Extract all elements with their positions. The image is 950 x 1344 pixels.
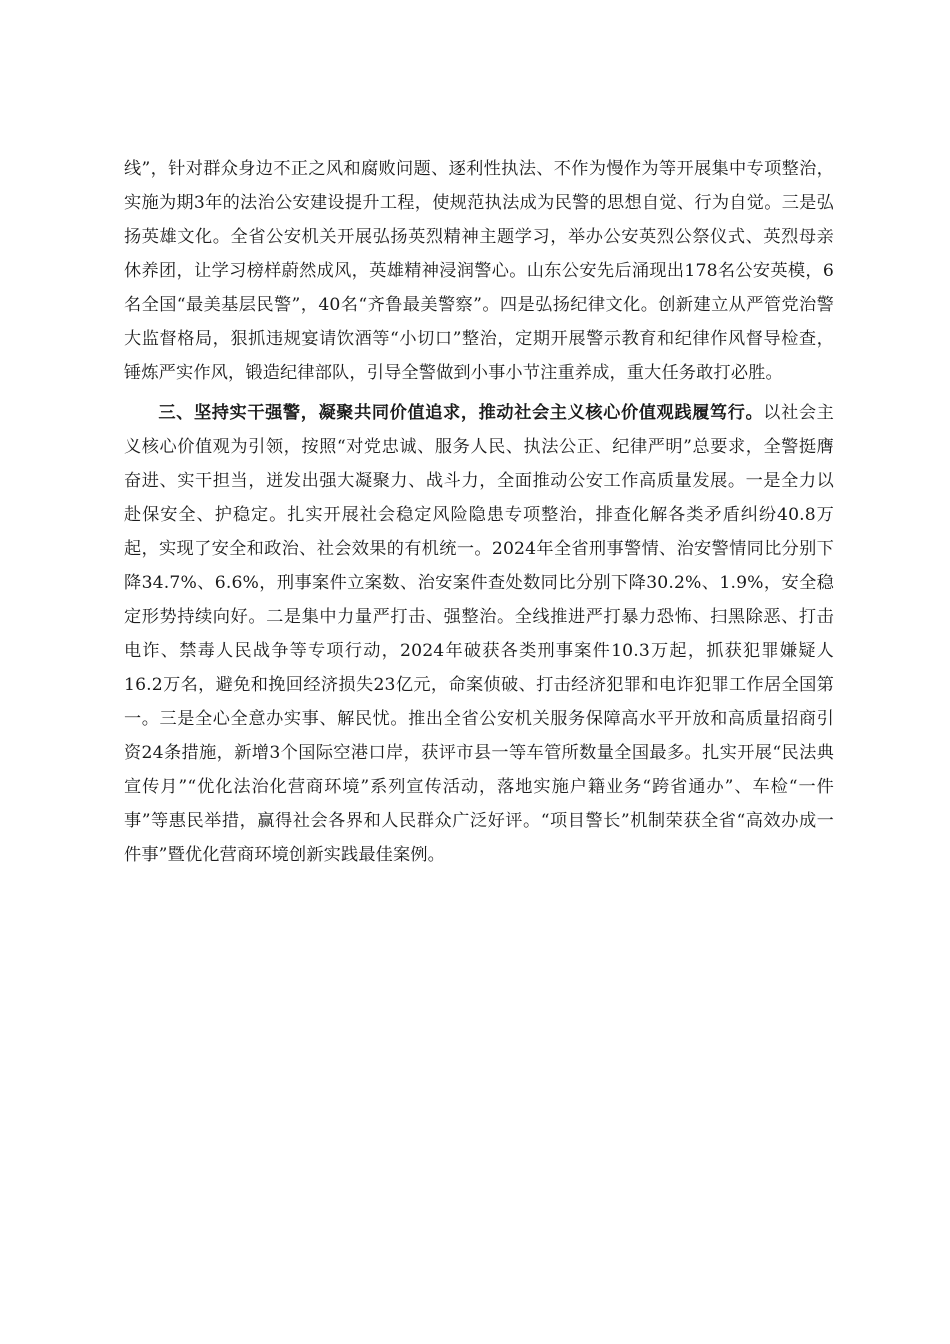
section-heading: 三、坚持实干强警，凝聚共同价值追求，推动社会主义核心价值观践履笃行。 — [158, 403, 764, 423]
paragraph-text: 线”，针对群众身边不正之风和腐败问题、逐利性执法、不作为慢作为等开展集中专项整治，实施为期3年的法治公安建设提升工程，使规范执法成为民警的思想自觉、行为自觉。三是弘扬英雄文化。全省公安机关开展弘扬英烈精神主题学习，举办公安英烈公祭仪式、英烈母亲休养团，让学习榜样蔚然成风，英雄精神浸润警心。山东公安先后涌现出178名公安英模，6名全国“最美基层民警”，40名“齐鲁最美警察”。四是弘扬纪律文化。创新建立从严管党治警大监督格局，狠抓违规宴请饮酒等“小切口”整治，定期开展警示教育和纪律作风督导检查，锤炼严实作风，锻造纪律部队，引导全警做到小事小节注重养成，重大任务敢打必胜。 — [124, 159, 834, 383]
paragraph-text: 以社会主义核心价值观为引领，按照“对党忠诚、服务人民、执法公正、纪律严明”总要求，全警挺膺奋进、实干担当，迸发出强大凝聚力、战斗力，全面推动公安工作高质量发展。一是全力以赴保安全、护稳定。扎实开展社会稳定风险隐患专项整治，排查化解各类矛盾纠纷40.8万起，实现了安全和政治、社会效果的有机统一。2024年全省刑事警情、治安警情同比分别下降34.7%、6.6%，刑事案件立案数、治安案件查处数同比分别下降30.2%、1.9%，安全稳定形势持续向好。二是集中力量严打击、强整治。全线推进严打暴力恐怖、扫黑除恶、打击电诈、禁毒人民战争等专项行动，2024年破获各类刑事案件10.3万起，抓获犯罪嫌疑人16.2万名，避免和挽回经济损失23亿元，命案侦破、打击经济犯罪和电诈犯罪工作居全国第一。三是全心全意办实事、解民忧。推出全省公安机关服务保障高水平开放和高质量招商引资24条措施，新增3个国际空港口岸，获评市县一等车管所数量全国最多。扎实开展“民法典宣传月”“优化法治化营商环境”系列宣传活动，落地实施户籍业务“跨省通办”、车检“一件事”等惠民举措，赢得社会各界和人民群众广泛好评。“项目警长”机制荣获全省“高效办成一件事”暨优化营商环境创新实践最佳案例。 — [124, 403, 834, 865]
paragraph-continued — [124, 152, 834, 390]
paragraph-section-three — [124, 396, 834, 872]
document-body — [124, 152, 834, 872]
